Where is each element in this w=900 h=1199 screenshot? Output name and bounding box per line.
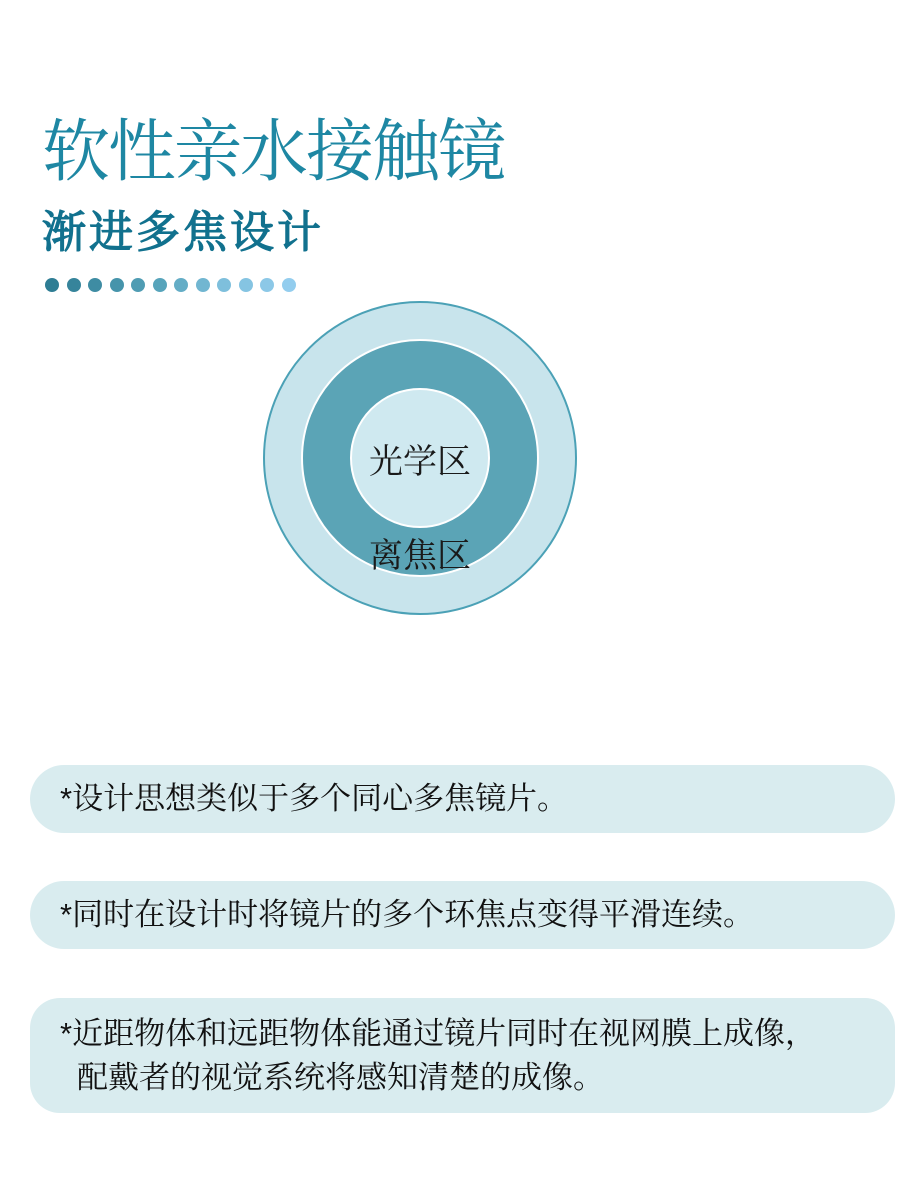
dot-4 — [110, 278, 124, 292]
note-card-2 — [30, 881, 895, 949]
note-3-text-line-2: 配戴者的视觉系统将感知清楚的成像。 — [77, 1059, 604, 1095]
dot-8 — [196, 278, 210, 292]
page-subtitle: 渐进多焦设计 — [42, 208, 324, 257]
dot-7 — [174, 278, 188, 292]
dot-5 — [131, 278, 145, 292]
dot-9 — [217, 278, 231, 292]
dot-2 — [67, 278, 81, 292]
optical-zone-circle — [350, 388, 490, 528]
dot-11 — [260, 278, 274, 292]
optical-zone-label: 光学区 — [369, 442, 471, 481]
dot-1 — [45, 278, 59, 292]
note-1-text: *设计思想类似于多个同心多焦镜片。 — [60, 781, 569, 816]
dot-6 — [153, 278, 167, 292]
note-card-1 — [30, 765, 895, 833]
page-title: 软性亲水接触镜 — [42, 114, 505, 190]
note-card-3 — [30, 998, 895, 1113]
decorative-dots-row — [45, 278, 296, 292]
dot-10 — [239, 278, 253, 292]
dot-12 — [282, 278, 296, 292]
note-3-text-line-1: *近距物体和远距物体能通过镜片同时在视网膜上成像， — [60, 1015, 817, 1051]
defocus-zone-label: 离焦区 — [369, 537, 471, 575]
dot-3 — [88, 278, 102, 292]
note-2-text: *同时在设计时将镜片的多个环焦点变得平滑连续。 — [60, 897, 755, 932]
